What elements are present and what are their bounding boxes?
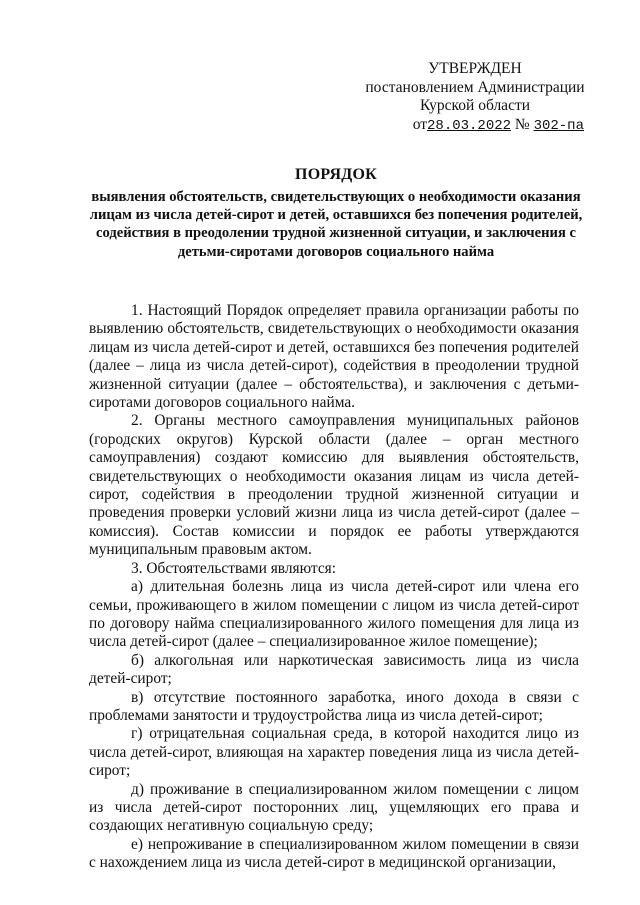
paragraph-1: 1. Настоящий Порядок определяет правила организации работы по выявлению обстоятельств, свидетельствующих о необходимости оказания лицам из числа детей-сирот и детей, оставшихся без попечения родителей (далее – лица из числа детей-сирот), содействия в преодолении трудной жизненной ситуации (далее – обстоятельства), и заключения с детьми-сиротами договоров социального найма. (89, 302, 579, 412)
date-value: 28.03.2022 (427, 117, 512, 134)
approval-date-line (340, 116, 610, 136)
title-subheading: выявления обстоятельств, свидетельствующих о необходимости оказания лицам из числа детей-сирот и детей, оставшихся без попечения родителей, содействия в преодолении трудной жизненной ситуации, и заключения с детьми-сиротами договоров социального найма (89, 189, 583, 260)
date-prefix: от (412, 115, 428, 133)
paragraph-3g: г) отрицательная социальная среда, в которой находится лицо из числа детей-сирот, влияющая на характер поведения лица из числа детей-сирот; (89, 725, 579, 780)
approval-line-2: Курской области (419, 97, 531, 114)
paragraph-3d: д) проживание в специализированном жилом помещении с лицом из числа детей-сирот посторонних лиц, ущемляющих его права и создающих негативную социальную среду; (89, 780, 579, 835)
approval-status: УТВЕРЖДЕН (428, 60, 522, 77)
number-sign: № (514, 115, 530, 133)
approval-block (340, 60, 610, 135)
paragraph-3: 3. Обстоятельствами являются: (131, 559, 336, 577)
paragraph-3e: е) непроживание в специализированном жилом помещении в связи с нахождением лица из числа детей-сирот в медицинской организации, (89, 835, 579, 872)
paragraph-3v: в) отсутствие постоянного заработка, иного дохода в связи с проблемами занятости и трудоустройства лица из числа детей-сирот; (89, 688, 579, 724)
paragraph-3b: б) алкогольная или наркотическая зависимость лица из числа детей-сирот; (89, 651, 579, 688)
paragraph-3a: а) длительная болезнь лица из числа детей-сирот или члена его семьи, проживающего в жилом помещении с лицом из числа детей-сирот по договору найма специализированного жилого помещения для лица из числа детей-сирот (далее – специализированное жилое помещение); (89, 578, 579, 651)
number-value: 302-па (533, 117, 584, 134)
paragraph-2: 2. Органы местного самоуправления муниципальных районов (городских округов) Курской области (далее – орган местного самоуправления) создают комиссию для выявления обстоятельств, свидетельствующих о необходимости оказания лицам из числа детей-сирот, содействия в преодолении трудной жизненной ситуации и проведения проверки условий жизни лица из числа детей-сирот (далее – комиссия). Состав комиссии и порядок ее работы утверждаются муниципальным правовым актом. (89, 412, 579, 559)
title-heading: ПОРЯДОК (295, 166, 377, 183)
document-title (88, 165, 584, 261)
document-body (89, 302, 579, 873)
approval-line-1: постановлением Администрации (365, 78, 585, 96)
